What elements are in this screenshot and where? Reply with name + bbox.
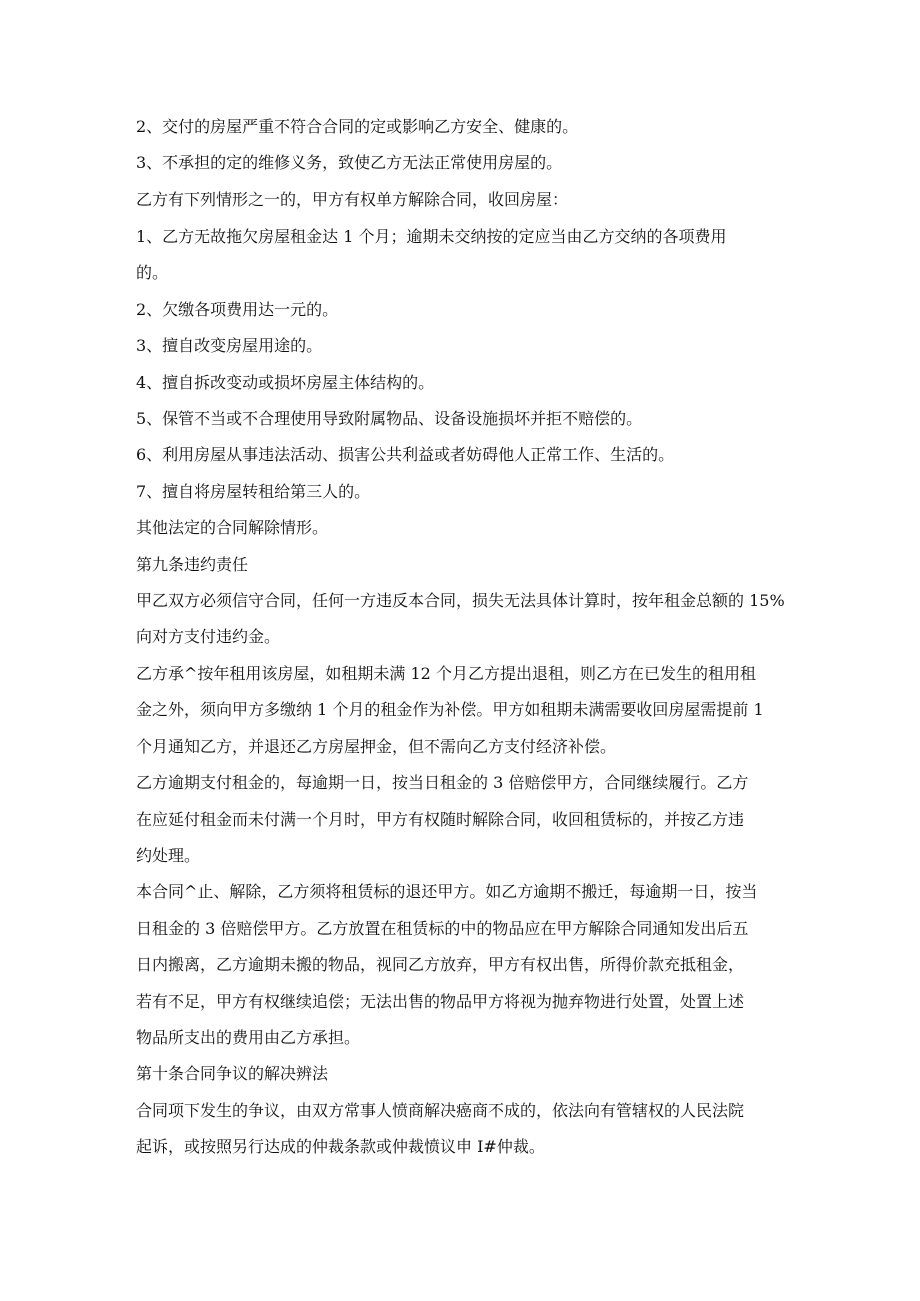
text-line: 其他法定的合同解除情形。 (136, 518, 329, 537)
text-line: 2、欠缴各项费用达一元的。 (136, 300, 339, 319)
text-line: 的。 (136, 263, 169, 282)
text-line: 2、交付的房屋严重不符合合同的定或影响乙方安全、健康的。 (136, 117, 579, 136)
section-heading: 第九条违约责任 (136, 555, 249, 574)
text-line: 约处理。 (136, 846, 201, 865)
text-line: 6、利用房屋从事违法活动、损害公共利益或者妨碍他人正常工作、生活的。 (136, 445, 675, 464)
text-line: 乙方承^按年租用该房屋，如租期未满 12 个月乙方提出退租，则乙方在已发生的租用租 (136, 664, 756, 683)
text-line: 合同项下发生的争议，由双方常事人愤商解决癌商不成的，依法向有管辖权的人民法院 (136, 1101, 745, 1120)
text-line: 3、擅自改变房屋用途的。 (136, 336, 323, 355)
text-line: 向对方支付违约金。 (136, 627, 281, 646)
text-line: 乙方有下列情形之一的，甲方有权单方解除合同，收回房屋： (136, 190, 569, 209)
text-line: 在应延付租金而未付满一个月时，甲方有权随时解除合同，收回租赁标的，并按乙方违 (136, 810, 745, 829)
text-line: 金之外，须向甲方多缴纳 1 个月的租金作为补偿。甲方如租期未满需要收回房屋需提前 1 (136, 700, 764, 719)
text-line: 甲乙双方必须信守合同，任何一方违反本合同，损失无法具体计算时，按年租金总额的 15% (136, 591, 785, 610)
text-line: 物品所支出的费用由乙方承担。 (136, 1028, 361, 1047)
text-line: 日内搬离，乙方逾期未搬的物品，视同乙方放弃，甲方有权出售，所得价款充抵租金， (136, 955, 745, 974)
text-line: 5、保管不当或不合理使用导致附属物品、设备设施损坏并拒不赔偿的。 (136, 409, 643, 428)
text-line: 4、擅自拆改变动或损坏房屋主体结构的。 (136, 373, 435, 392)
text-line: 若有不足，甲方有权继续追偿；无法出售的物品甲方将视为抛弃物进行处置，处置上述 (136, 992, 745, 1011)
text-line: 日租金的 3 倍赔偿甲方。乙方放置在租赁标的中的物品应在甲方解除合同通知发出后五 (136, 919, 749, 938)
text-line: 1、乙方无故拖欠房屋租金达 1 个月；逾期未交纳按的定应当由乙方交纳的各项费用 (136, 227, 727, 246)
text-line: 起诉，或按照另行达成的仲裁条款或仲裁愤议申 I#仲裁。 (136, 1137, 545, 1156)
text-line: 本合同^止、解除，乙方须将租赁标的退还甲方。如乙方逾期不搬迁，每逾期一日，按当 (136, 882, 758, 901)
text-line: 个月通知乙方，并退还乙方房屋押金，但不需向乙方支付经济补偿。 (136, 737, 617, 756)
text-line: 3、不承担的定的维修义务，致使乙方无法正常使用房屋的。 (136, 153, 563, 172)
section-heading: 第十条合同争议的解决辨法 (136, 1064, 329, 1083)
text-line: 乙方逾期支付租金的，每逾期一日，按当日租金的 3 倍赔偿甲方，合同继续履行。乙方 (136, 773, 749, 792)
text-line: 7、擅自将房屋转租给第三人的。 (136, 482, 371, 501)
